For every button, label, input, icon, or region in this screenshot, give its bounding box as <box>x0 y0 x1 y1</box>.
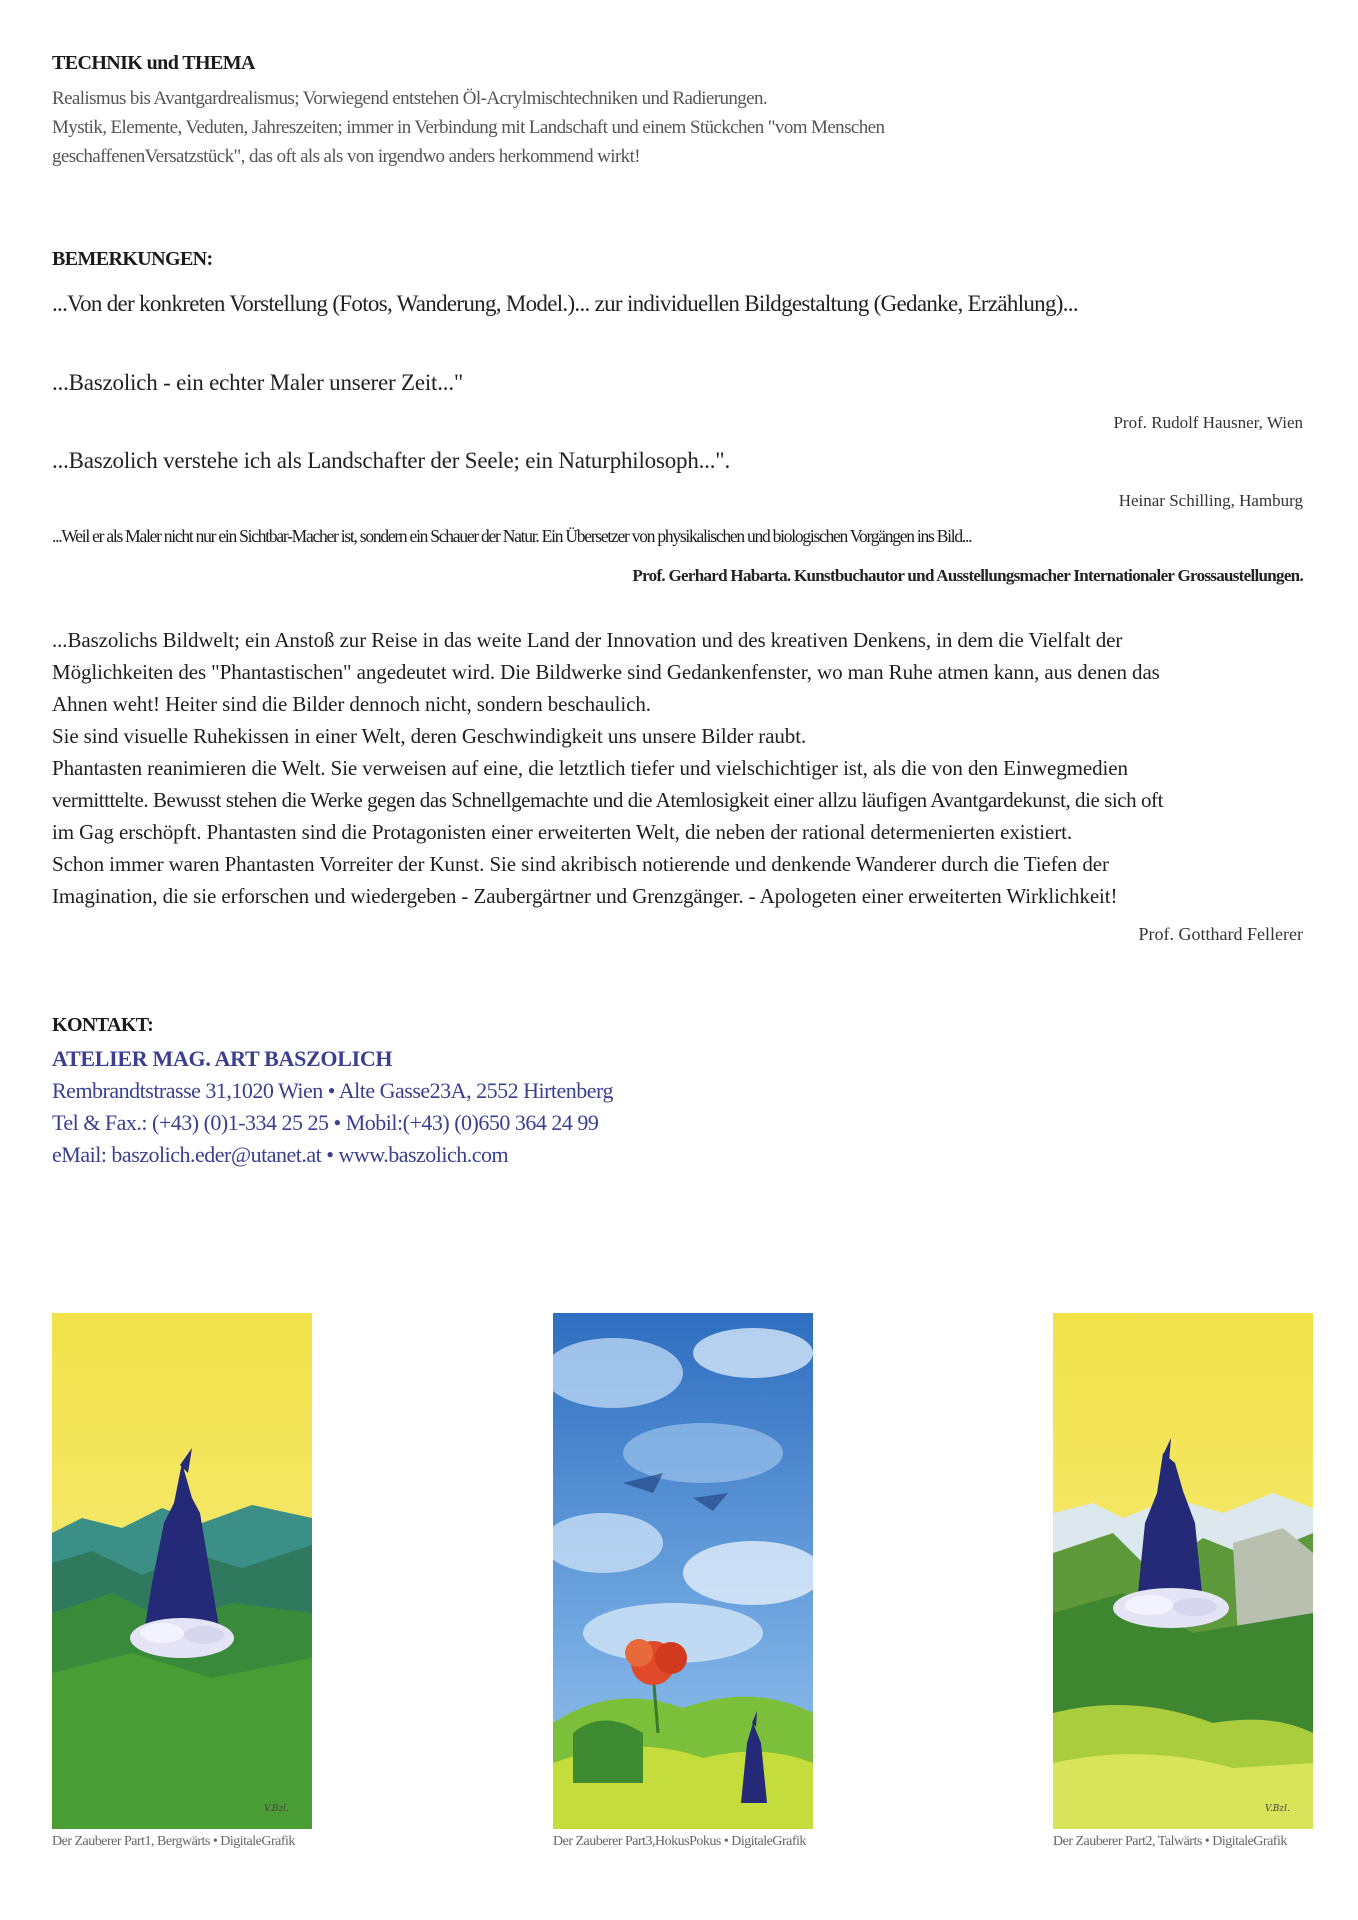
artwork-talwaerts <box>1053 1313 1313 1829</box>
artwork-hokuspokus <box>553 1313 813 1829</box>
artwork-bergwaerts <box>52 1313 312 1829</box>
quote-1: ...Von der konkreten Vorstellung (Fotos, Wanderung, Model.)... zur individuellen Bildgestaltung (Gedanke, Erzählung)... <box>52 291 1078 316</box>
paragraph-line: ...Baszolichs Bildwelt; ein Anstoß zur Reise in das weite Land der Innovation und des kreativen Denkens, in dem die Vielfalt der <box>52 628 1123 652</box>
paragraph-line: Ahnen weht! Heiter sind die Bilder dennoch nicht, sondern beschaulich. <box>52 692 651 716</box>
attribution-habarta: Prof. Gerhard Habarta. Kunstbuchautor und Ausstellungsmacher Internationaler Grossaustellungen. <box>632 566 1303 585</box>
paragraph-line: Sie sind visuelle Ruhekissen in einer Welt, deren Geschwindigkeit uns unsere Bilder raubt. <box>52 724 807 748</box>
atelier-name: ATELIER MAG. ART BASZOLICH <box>52 1046 393 1071</box>
paragraph-line: Phantasten reanimieren die Welt. Sie verweisen auf eine, die letztlich tiefer und vielschichtiger ist, als die von den Einwegmedien <box>52 756 1128 780</box>
attribution-schilling: Heinar Schilling, Hamburg <box>1118 491 1303 510</box>
contact-phone: Tel & Fax.: (+43) (0)1-334 25 25 • Mobil:(+43) (0)650 364 24 99 <box>52 1110 599 1135</box>
quote-hausner: ...Baszolich - ein echter Maler unserer Zeit..." <box>52 370 464 395</box>
paragraph-line: Möglichkeiten des "Phantastischen" angedeutet wird. Die Bildwerke sind Gedankenfenster, wo man Ruhe atmen kann, aus denen das <box>52 660 1160 684</box>
artwork-caption: Der Zauberer Part3,HokusPokus • DigitaleGrafik <box>553 1834 806 1849</box>
quote-habarta: ...Weil er als Maler nicht nur ein Sichtbar-Macher ist, sondern ein Schauer der Natur. Ein Übersetzer von physikalischen und biologischen Vorgängen ins Bild... <box>52 526 972 546</box>
attribution-hausner: Prof. Rudolf Hausner, Wien <box>1113 413 1303 432</box>
attribution-fellerer: Prof. Gotthard Fellerer <box>1138 924 1303 944</box>
paragraph-line: Schon immer waren Phantasten Vorreiter der Kunst. Sie sind akribisch notierende und denkende Wanderer durch die Tiefen der <box>52 852 1109 876</box>
fellerer-paragraph <box>52 624 1322 912</box>
artwork-caption: Der Zauberer Part1, Bergwärts • DigitaleGrafik <box>52 1834 295 1849</box>
paragraph-line: Imagination, die sie erforschen und wiedergeben - Zaubergärtner und Grenzgänger. - Apologeten einer erweiterten Wirklichkeit! <box>52 884 1118 908</box>
contact-email-web[interactable]: eMail: baszolich.eder@utanet.at • www.baszolich.com <box>52 1142 509 1167</box>
paragraph-line: vermitttelte. Bewusst stehen die Werke gegen das Schnellgemachte und die Atemlosigkeit einer allzu läufigen Avantgardekunst, die sich oft <box>52 788 1163 812</box>
svg-text:V.Bzl.: V.Bzl. <box>1265 1804 1290 1814</box>
technik-line-3: geschaffenenVersatzstück", das oft als als von irgendwo anders herkommend wirkt! <box>52 146 640 167</box>
contact-address: Rembrandtstrasse 31,1020 Wien • Alte Gasse23A, 2552 Hirtenberg <box>52 1078 613 1103</box>
technik-heading: TECHNIK und THEMA <box>52 52 255 74</box>
artwork-caption: Der Zauberer Part2, Talwärts • DigitaleGrafik <box>1053 1834 1287 1849</box>
svg-text:V.Bzl.: V.Bzl. <box>264 1804 289 1814</box>
paragraph-line: im Gag erschöpft. Phantasten sind die Protagonisten einer erweiterten Welt, die neben der rational determenierten existiert. <box>52 820 1073 844</box>
quote-schilling: ...Baszolich verstehe ich als Landschafter der Seele; ein Naturphilosoph...". <box>52 448 731 473</box>
technik-line-2: Mystik, Elemente, Veduten, Jahreszeiten; immer in Verbindung mit Landschaft und einem Stückchen "vom Menschen <box>52 117 885 138</box>
kontakt-heading: KONTAKT: <box>52 1014 154 1036</box>
bemerkungen-heading: BEMERKUNGEN: <box>52 248 213 270</box>
technik-line-1: Realismus bis Avantgardrealismus; Vorwiegend entstehen Öl-Acrylmischtechniken und Radierungen. <box>52 88 768 109</box>
